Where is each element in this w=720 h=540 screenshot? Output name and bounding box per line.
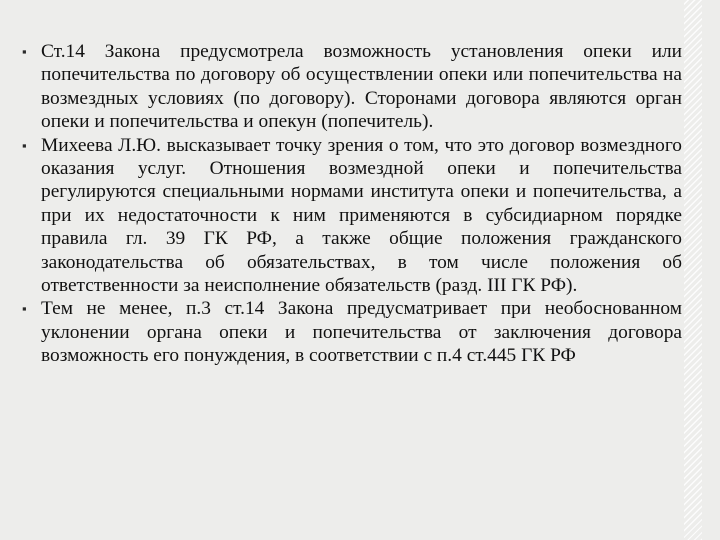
bullet-item-1	[22, 40, 682, 134]
bullet-item-2	[22, 134, 682, 298]
bullet-item-3	[22, 297, 682, 367]
decorative-stripes	[684, 0, 702, 540]
bullet-text-3: Тем не менее, п.3 ст.14 Закона предусматривает при необоснованном уклонении органа опеки и попечительства от заключения договора возможность его понуждения, в соответствии с п.4 ст.445 ГК РФ	[41, 298, 682, 367]
bullet-text-1: Ст.14 Закона предусмотрела возможность установления опеки или попечительства по договору об осуществлении опеки или попечительства на возмездных условиях (по договору). Сторонами договора являются орган опеки и попечительства и опекун (попечитель).	[41, 41, 682, 133]
bullet-list	[22, 40, 682, 368]
bullet-marker-icon: ▪	[22, 301, 27, 317]
bullet-marker-icon: ▪	[22, 137, 27, 153]
bullet-text-2: Михеева Л.Ю. высказывает точку зрения о том, что это договор возмездного оказания услуг. Отношения возмездной опеки и попечительства регулируются специальными нормами института опеки и попечительства, а при их недостаточности к ним применяются в субсидиарном порядке правила гл. 39 ГК РФ, а также общие положения гражданского законодательства об обязательствах, в том числе положения об ответственности за неисполнение обязательств (разд. III ГК РФ).	[41, 134, 682, 297]
bullet-marker-icon: ▪	[22, 44, 27, 59]
